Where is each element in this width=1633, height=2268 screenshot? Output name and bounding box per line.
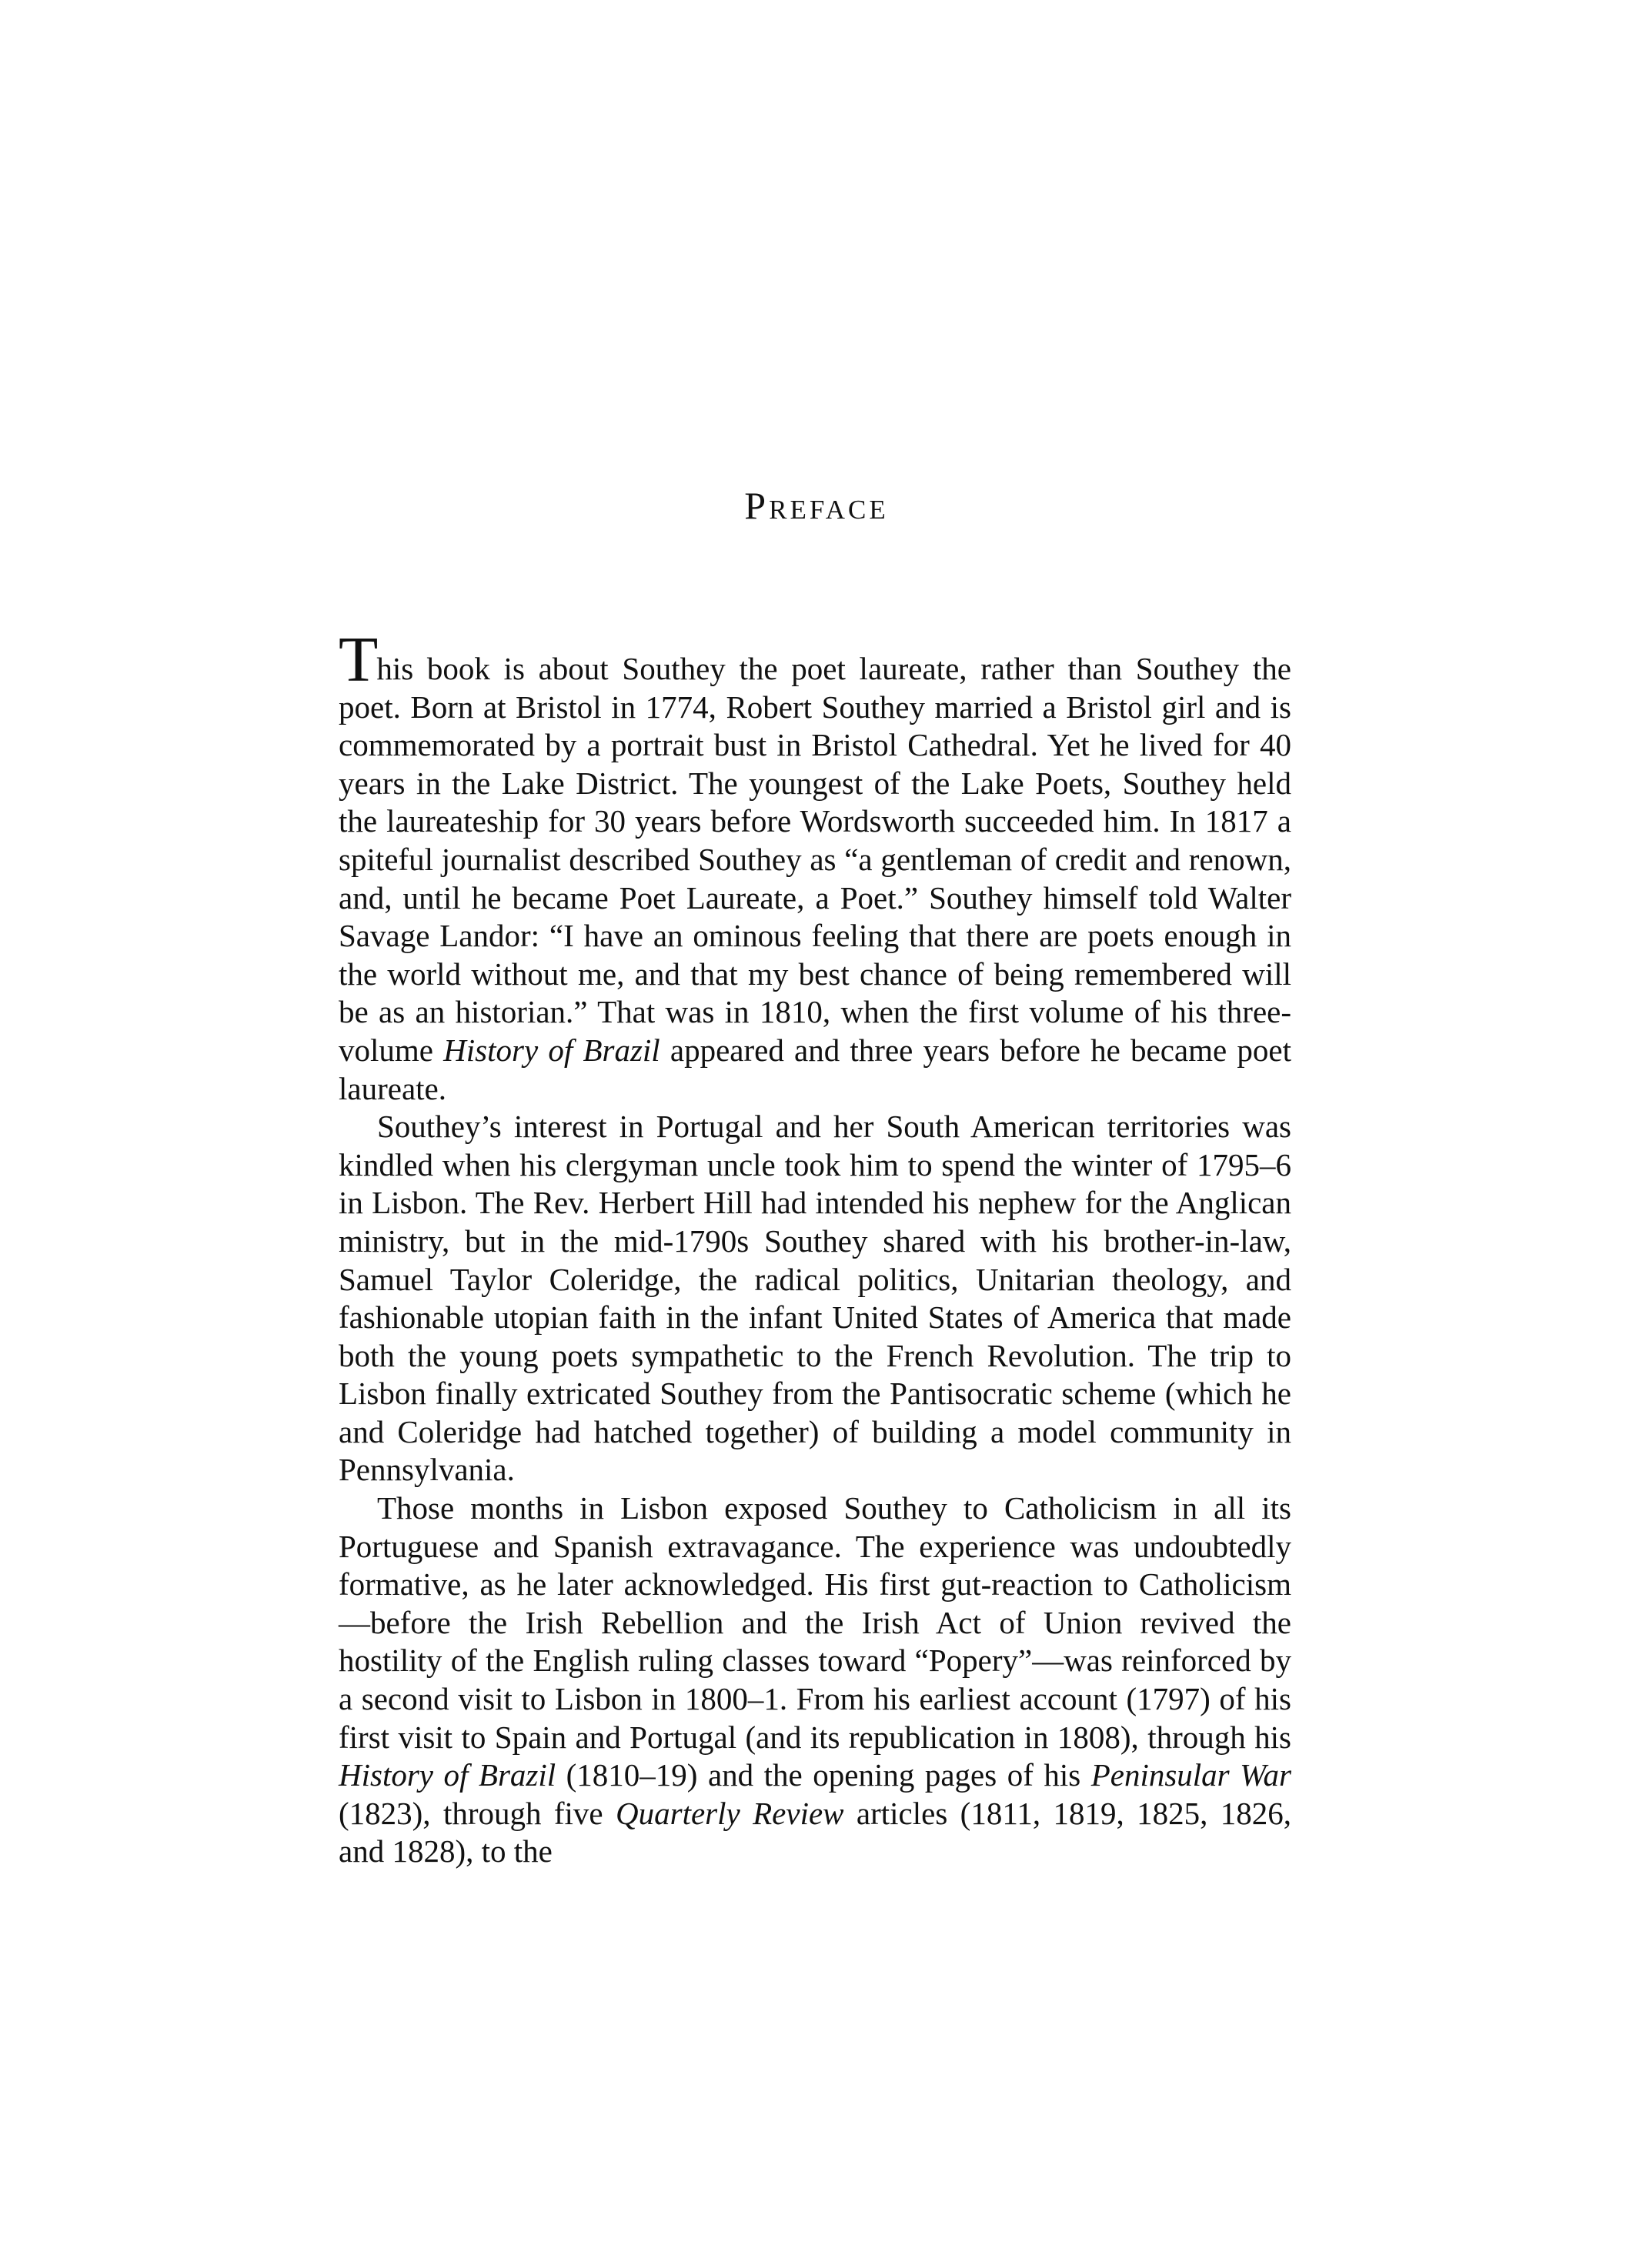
book-title: Peninsular War [1090, 1757, 1291, 1793]
text-run: (1810–19) and the opening pages of his [556, 1757, 1091, 1793]
text-run: Those months in Lisbon exposed Southey to Catholicism in all its Portuguese and Spanish extravagance. The experience was undoubtedly formative, as he later acknowledged. His first gut-reaction to Catholicism—before the Irish Rebellion and the Irish Act of Union revived the hostility of the English ruling classes toward “Popery”—was reinforced by a second visit to Lisbon in 1800–1. From his earliest account (1797) of his first visit to Spain and Portugal (and its republication in 1808), through his [339, 1490, 1291, 1755]
text-run: appeared and three years before he became poet laureate. [339, 1032, 1291, 1106]
paragraph [339, 1489, 1291, 1871]
paragraph [339, 624, 1291, 1108]
book-title: History of Brazil [443, 1032, 660, 1068]
text-run: (1823), through five [339, 1795, 616, 1831]
text-run: Southey’s interest in Portugal and her South American territories was kindled when his clergyman uncle took him to spend the winter of 1795–6 in Lisbon. The Rev. Herbert Hill had intended his nephew for the Anglican ministry, but in the mid-1790s Southey shared with his brother-in-law, Samuel Taylor Coleridge, the radical politics, Unitarian theology, and fashionable utopian faith in the infant United States of America that made both the young poets sympathetic to the French Revolution. The trip to Lisbon finally extricated Southey from the Pantisocratic scheme (which he and Coleridge had hatched together) of building a model community in Pennsylvania. [339, 1109, 1291, 1488]
book-title: History of Brazil [339, 1757, 556, 1793]
paragraph [339, 1108, 1291, 1489]
journal-title: Quarterly Review [616, 1795, 844, 1831]
chapter-heading: Preface [744, 484, 889, 527]
body-text [339, 624, 1292, 1871]
drop-cap: T [339, 624, 377, 695]
text-run: articles (1811, 1819, 1825, 1826, and 1828), to the [339, 1795, 1292, 1869]
text-run: his book is about Southey the poet laureate, rather than Southey the poet. Born at Bristol in 1774, Robert Southey married a Bristol girl and is commemorated by a portrait bust in Bristol Cathedral. Yet he lived for 40 years in the Lake District. The youngest of the Lake Poets, Southey held the laureateship for 30 years before Wordsworth succeeded him. In 1817 a spiteful journalist described Southey as “a gentleman of credit and renown, and, until he became Poet Laureate, a Poet.” Southey himself told Walter Savage Landor: “I have an ominous feeling that there are poets enough in the world without me, and that my best chance of being remembered will be as an historian.” That was in 1810, when the first volume of his three-volume [339, 651, 1291, 1068]
